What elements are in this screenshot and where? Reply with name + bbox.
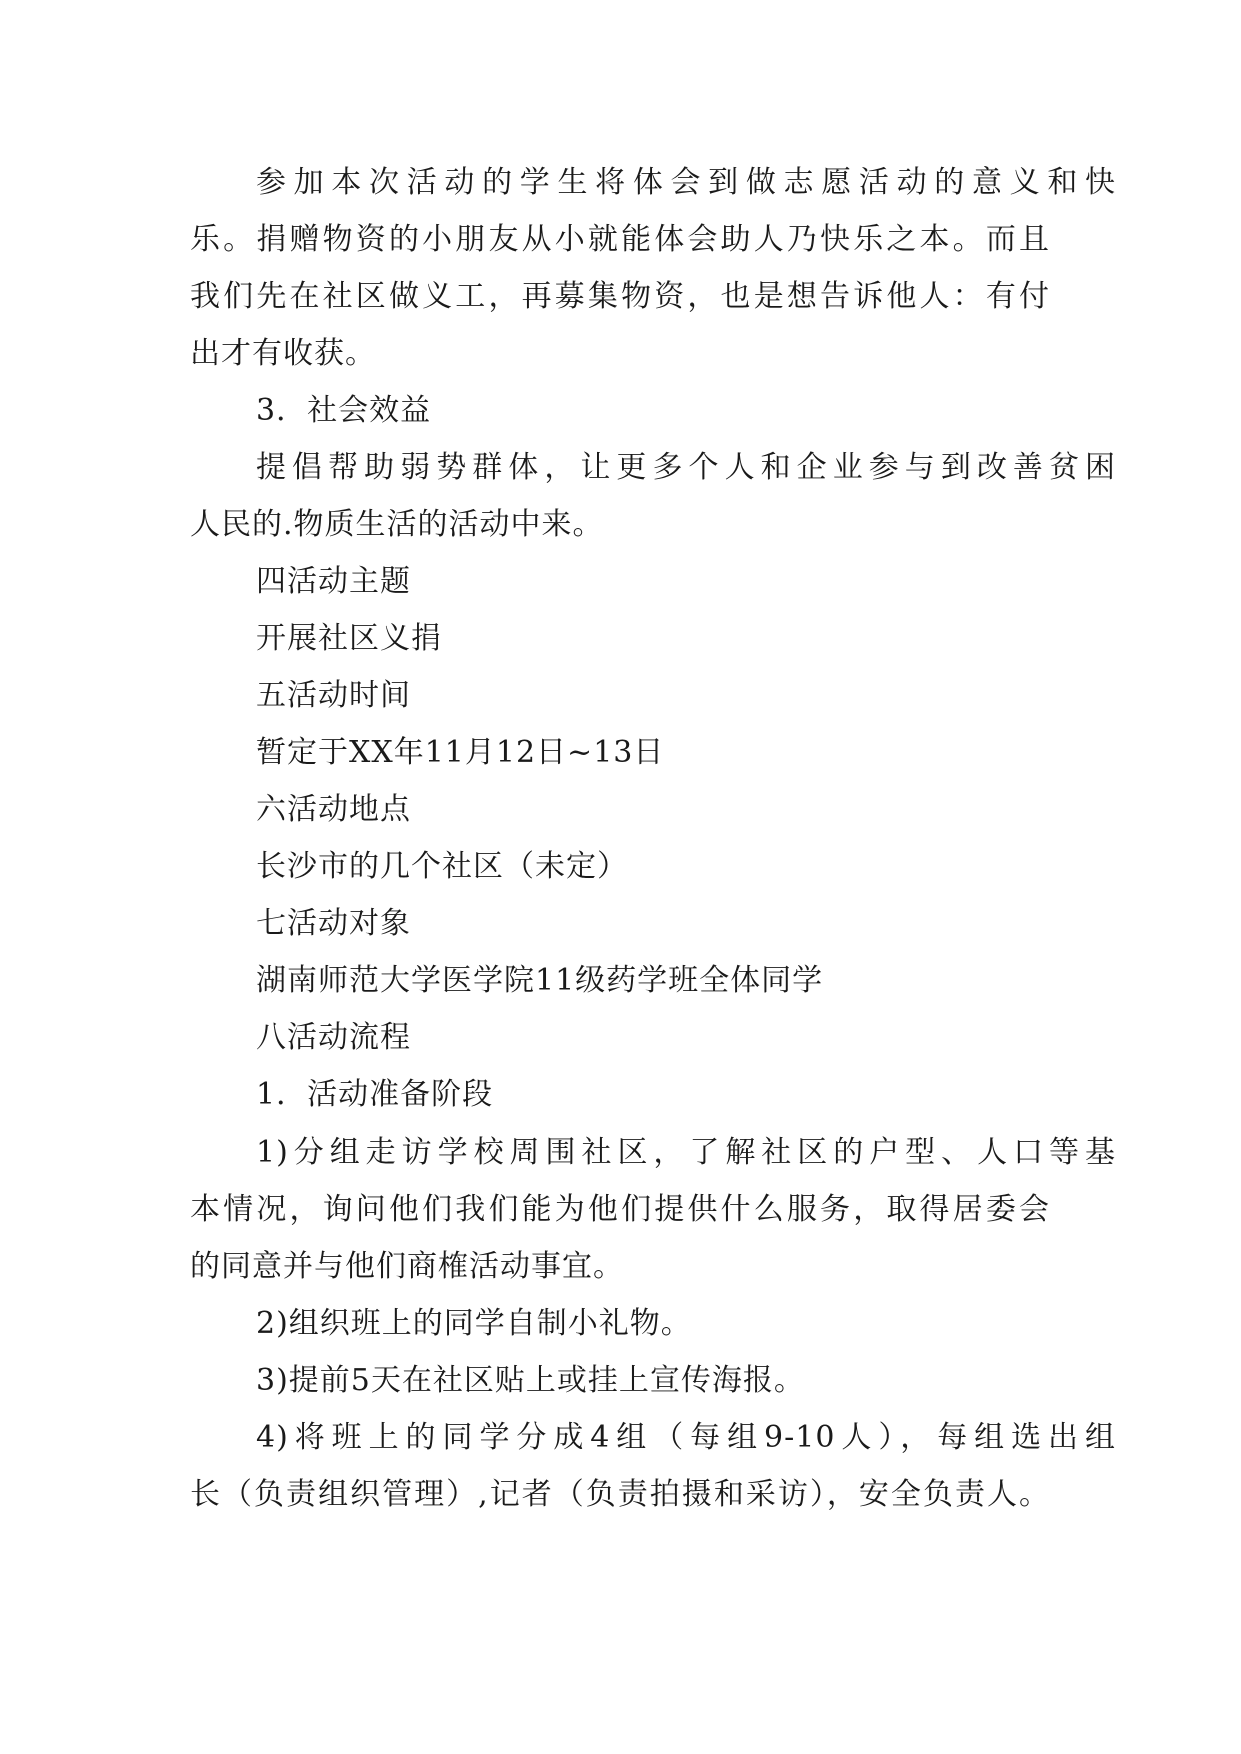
paragraph-line: 我们先在社区做义工，再募集物资，也是想告诉他人：有付 [190,279,1050,314]
section-heading: 3．社会效益 [256,393,432,428]
paragraph-line: 3)提前5天在社区贴上或挂上宣传海报。 [256,1363,805,1398]
paragraph-line: 参加本次活动的学生将体会到做志愿活动的意义和快 [256,165,1116,200]
paragraph-line: 4)将班上的同学分成4组（每组9-10人），每组选出组 [256,1420,1116,1455]
subsection-heading: 1．活动准备阶段 [256,1077,494,1112]
paragraph-line: 出才有收获。 [190,336,376,371]
section-heading: 四活动主题 [256,564,411,599]
paragraph-line: 乐。捐赠物资的小朋友从小就能体会助人乃快乐之本。而且 [190,222,1050,257]
section-heading: 五活动时间 [256,678,411,713]
section-heading: 八活动流程 [256,1020,411,1055]
paragraph-line: 本情况，询问他们我们能为他们提供什么服务，取得居委会 [190,1192,1050,1227]
paragraph-line: 湖南师范大学医学院11级药学班全体同学 [256,963,824,998]
paragraph-line: 开展社区义捐 [256,621,442,656]
paragraph-line: 人民的.物质生活的活动中来。 [190,507,604,542]
paragraph-line: 暂定于XX年11月12日~13日 [256,735,665,770]
paragraph-line: 长沙市的几个社区（未定） [256,849,628,884]
paragraph-line: 1)分组走访学校周围社区，了解社区的户型、人口等基 [256,1135,1116,1170]
paragraph-line: 的同意并与他们商榷活动事宜。 [190,1249,624,1284]
section-heading: 六活动地点 [256,792,411,827]
paragraph-line: 2)组织班上的同学自制小礼物。 [256,1306,692,1341]
paragraph-line: 提倡帮助弱势群体，让更多个人和企业参与到改善贫困 [256,450,1116,485]
section-heading: 七活动对象 [256,906,411,941]
paragraph-line: 长（负责组织管理）,记者（负责拍摄和采访），安全负责人。 [190,1477,1050,1512]
